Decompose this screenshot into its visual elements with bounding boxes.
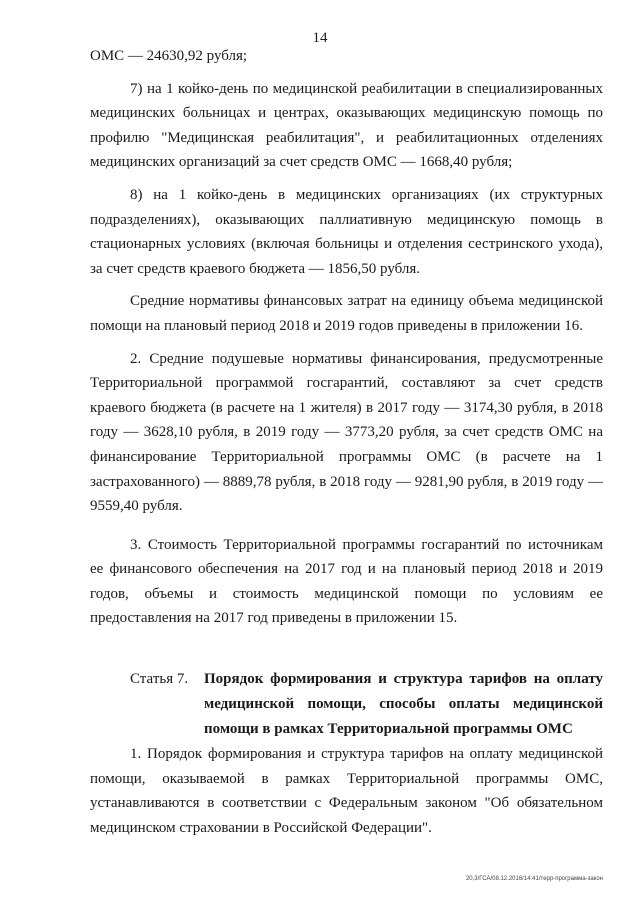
paragraph-item-7: 7) на 1 койко-день по медицинской реабилитации в специализированных медицинских больницах и центрах, оказывающих медицинскую помощь по профилю "Медицинская реабилитация", и реабилитационных отделениях медицинских организаций за счет средств ОМС — 1668,40 рубля;: [90, 80, 603, 171]
paragraph-program-cost: 3. Стоимость Территориальной программы госгарантий по источникам ее финансового обеспечения на 2017 год и на плановый период 2018 и 2019 годов, объемы и стоимость медицинской помощи по условиям ее предоставления на 2017 год приведены в приложении 15.: [90, 536, 603, 627]
paragraph-oms-continuation: ОМС — 24630,92 рубля;: [90, 48, 248, 64]
paragraph-per-capita-norms: 2. Средние подушевые нормативы финансирования, предусмотренные Территориальной программой госгарантий, составляют за счет средств краевого бюджета (в расчете на 1 жителя) в 2017 году — 3174,30 рубля, в 2018 году — 3628,10 рубля, в 2019 году — 3773,20 рубля, за счет средств ОМС на финансирование Территориальной программы ОМС (в расчете на 1 застрахованного) — 8889,78 рубля, в 2018 году — 9281,90 рубля, в 2019 году — 9559,40 рубля.: [90, 350, 603, 515]
article-title: Порядок формирования и структура тарифов на оплату медицинской помощи, способы оплаты медицинской помощи в рамках Территориальной программы ОМС: [204, 671, 603, 738]
document-body: [90, 44, 603, 840]
article-heading: [130, 667, 603, 742]
paragraph-average-norms: Средние нормативы финансовых затрат на единицу объема медицинской помощи на плановый период 2018 и 2019 годов приведены в приложении 16.: [90, 293, 603, 334]
paragraph-item-8: 8) на 1 койко-день в медицинских организациях (их структурных подразделениях), оказывающих паллиативную медицинскую помощь в стационарных условиях (включая больницы и отделения сестринского ухода), за счет средств краевого бюджета — 1856,50 рубля.: [90, 186, 603, 277]
footer-document-code: 20,3/ГСА/08.12.2016/14:41/терр-программа-закон: [465, 876, 603, 882]
paragraph-tariff-procedure: 1. Порядок формирования и структура тарифов на оплату медицинской помощи, оказываемой в рамках Территориальной программы ОМС, устанавливаются в соответствии с Федеральным законом "Об обязательном медицинском страховании в Российской Федерации".: [90, 746, 603, 836]
page-number: 14: [312, 30, 328, 46]
article-number: Статья 7.: [130, 671, 189, 688]
